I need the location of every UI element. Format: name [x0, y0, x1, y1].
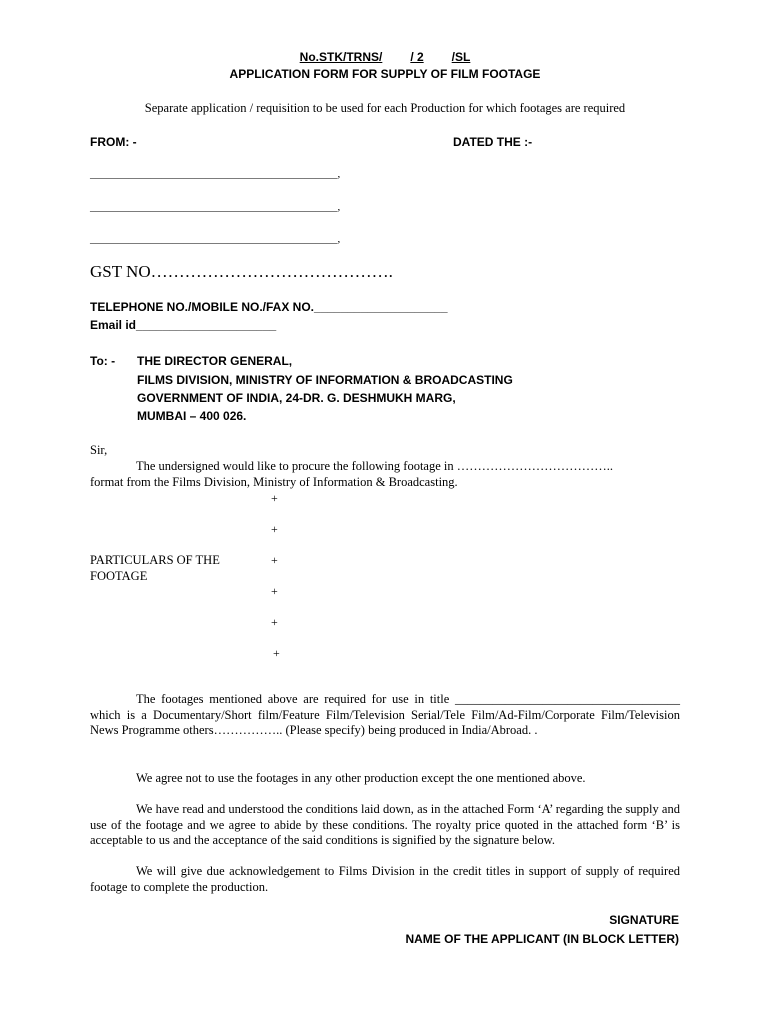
footage-bullet: +: [271, 553, 278, 567]
gst-number[interactable]: GST NO…………………………………….: [90, 262, 393, 281]
footage-bullet: +: [271, 584, 278, 598]
footage-bullet: +: [273, 646, 280, 660]
conditions-paragraph: We have read and understood the conditions laid down, as in the attached Form ‘A’ regarding the supply and use of the footage and we agree to abide by these conditions. The royalty price quoted in the attached form ‘B’ is acceptable to us and the acceptance of the said conditions is signified by the signature below.: [90, 802, 680, 848]
particulars-label: PARTICULARS OF THE FOOTAGE: [90, 553, 220, 583]
form-title: APPLICATION FORM FOR SUPPLY OF FILM FOOTAGE: [229, 67, 541, 81]
from-address-line[interactable]: _____________________________________________,: [90, 168, 341, 180]
addressee-line: FILMS DIVISION, MINISTRY OF INFORMATION & BROADCASTING: [137, 373, 513, 387]
agreement-paragraph: We agree not to use the footages in any other production except the one mentioned above.: [136, 771, 586, 785]
title-paragraph: The footages mentioned above are required for use in title ____________________________________ which is a Documentary/Short film/Feature Film/Television Serial/Tele Film/Ad-Film/Corporate Film/Television News Programme others…………….. (Please specify) being produced in India/Abroad. .: [90, 692, 680, 738]
from-label: FROM: -: [90, 135, 137, 149]
footage-bullet: +: [271, 491, 278, 505]
salutation: Sir,: [90, 443, 108, 457]
from-address-line[interactable]: _____________________________________________,: [90, 233, 341, 245]
email-field[interactable]: Email id_____________________: [90, 318, 277, 332]
footage-bullet: +: [271, 522, 278, 536]
reference-number: No.STK/TRNS/ / 2 /SL: [299, 50, 471, 64]
dated-label: DATED THE :-: [453, 135, 533, 149]
intro-line-1: The undersigned would like to procure the following footage in ………………………………..: [136, 459, 614, 473]
addressee-line: GOVERNMENT OF INDIA, 24-DR. G. DESHMUKH MARG,: [137, 391, 456, 405]
intro-line-2: format from the Films Division, Ministry of Information & Broadcasting.: [90, 475, 458, 489]
applicant-name-label: NAME OF THE APPLICANT (IN BLOCK LETTER): [405, 932, 679, 946]
to-label: To: -: [90, 354, 116, 368]
addressee-line: THE DIRECTOR GENERAL,: [137, 354, 293, 368]
form-note: Separate application / requisition to be used for each Production for which footages are required: [144, 101, 626, 115]
signature-label: SIGNATURE: [609, 913, 679, 927]
telephone-field[interactable]: TELEPHONE NO./MOBILE NO./FAX NO.____________________: [90, 300, 448, 314]
acknowledgement-paragraph: We will give due acknowledgement to Films Division in the credit titles in support of supply of required footage to complete the production.: [90, 864, 680, 894]
from-address-line[interactable]: _____________________________________________,: [90, 201, 341, 213]
footage-bullet: +: [271, 615, 278, 629]
addressee-line: MUMBAI – 400 026.: [137, 409, 247, 423]
